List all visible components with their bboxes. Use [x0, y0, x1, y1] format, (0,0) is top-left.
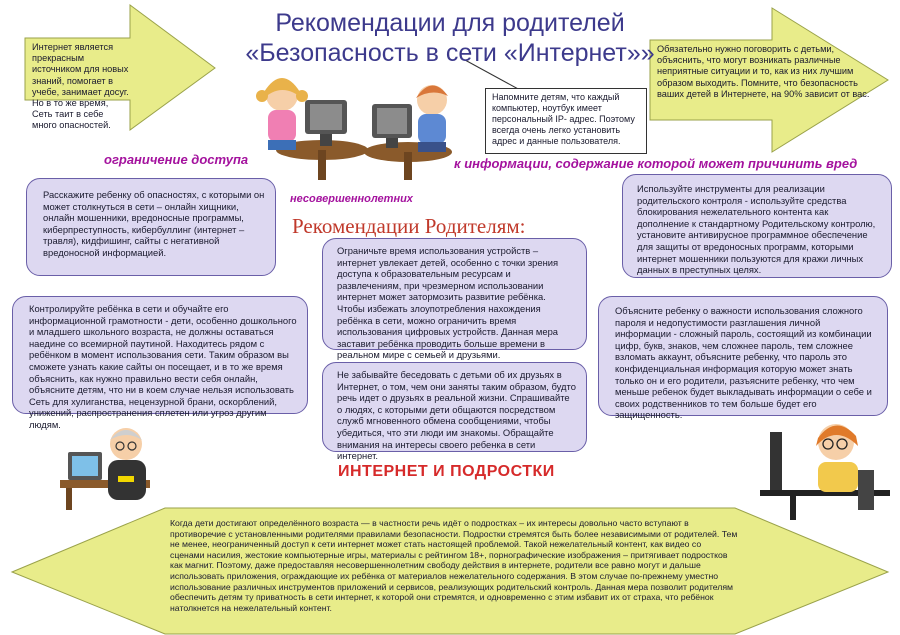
passwords-box: Объясните ребенку о важности использования сложного пароля и недопустимости разглашения личной информации - сложный пароль, состоящий из комбинации цифр, букв, знаков, чем сложнее пароль, тем сложнее взломать аккаунт, объясните ребенку, что пароль это конфиденциальная информация которую может знать только он и его родители, разъясните ребенку, что чем меньше ребенок будет выкладывать информации о себе и своих родственников то тем больше будет его защищенность.: [598, 296, 888, 416]
restriction-part-3: к информации, содержание которой может причинить вред: [454, 156, 858, 171]
parental-control-box: Используйте инструменты для реализации родительского контроля - используйте средства блокирования нежелательного контента как дополнение к стандартному Родительскому контролю, установите антивирусное программное обеспечение для защиты от вредоносных программ, которыми интернет мошенники пользуются для кражи личных данных в преступных целях.: [622, 174, 892, 278]
time-limit-box: Ограничьте время использования устройств – интернет увлекает детей, особенно с точки зрения доступа к образовательным ресурсам и развлечениям, при чрезмерном использовании интернет может затормозить развитие ребёнка. Чтобы избежать злоупотребления нахождения ребёнка в сети, можно ограничить время использования цифровых устройств. Данная мера заставит ребёнка проводить больше времени в реальном мире с семьей и друзьями.: [322, 238, 587, 350]
restriction-part-1: ограничение доступа: [104, 152, 249, 167]
title-line-1: Рекомендации для родителей: [275, 9, 625, 37]
boy-with-glasses-at-computer-icon: [760, 424, 890, 520]
teens-text: Когда дети достигают определённого возраста — в частности речь идёт о подростках – их интересы довольно часто вступают в противоречие с установленными родителями правилами безопасности. Подростки стремятся быть более независимыми от родителей. Тем не менее, неограниченный доступ к сети интернет может стать настоящей проблемой. Такой нежелательный контент, как видео со сценами насилия, жестокие компьютерные игры, материалы с рейтингом 18+, порнографические изображения – притягивает подростков как магнит. Поэтому, даже предоставляя несовершеннолетним свободу действия в интернете, родители все равно могут и дальше использовать приложения, ограждающие их ребёнка от материалов нежелательного содержания. В этом случае по-прежнему уместно использование различных инструментов приложений и сервисов, реализующих родительский контроль. Данная мера позволит родителям обеспечить детям ту приватность в сети интернет, к которой они стремятся, и одновременно с этим избавит их от страха, что ребёнок натолкнется на нежелательный контент.: [170, 518, 738, 613]
control-literacy-box: Контролируйте ребёнка в сети и обучайте его информационной грамотности - дети, особенно дошкольного и младшего школьного возраста, не должны оставаться наедине со всемирной паутиной. Находитесь рядом с ребёнком в момент использования сети. Таким образом вы сможете узнать какие сайты он посещает, и в то же время объяснить, как нужно правильно вести себя онлайн, объясните детям, что ни в коем случае нельзя использовать Сеть для хулиганства, нецензурной брани, оскорблений, унижений, распространения сплетен или угроз другим людям.: [12, 296, 308, 414]
title-line-2: «Безопасность в сети «Интернет»»: [245, 39, 655, 67]
ip-address-note: Напомните детям, что каждый компьютер, ноутбук имеет персональный IP- адрес. Поэтому всегда очень легко установить адрес и данные пользователя.: [485, 88, 647, 154]
teens-heading: ИНТЕРНЕТ И ПОДРОСТКИ: [338, 463, 555, 480]
recommendations-subheading: Рекомендации Родителям:: [292, 214, 526, 238]
left-arrow-text: Интернет является прекрасным источником для новых знаний, помогает в учебе, занимает досуг. Но в то же время, Сеть таит в себе много опасностей.: [32, 42, 129, 131]
dangers-box: Расскажите ребенку об опасностях, с которыми он может столкнуться в сети – онлайн хищники, онлайн мошенники, вредоносные программы, киберпреступность, кибербуллинг (интернет – травля), кидфишинг, сайты с негативной вредоносной информацией.: [26, 178, 276, 276]
restriction-part-2: несовершеннолетних: [290, 193, 413, 205]
online-friends-box: Не забывайте беседовать с детьми об их друзьях в Интернет, о том, чем они заняты таким образом, будто речь идет о друзьях в реальной жизни. Спрашивайте о людях, с которыми дети общаются посредством служб мгновенного обмена сообщениями, чтобы убедиться, что эти люди им знакомы. Обращайте внимания на интересы своего ребенка в сети интернет.: [322, 362, 587, 452]
right-arrow-text: Обязательно нужно поговорить с детьми, объяснить, что могут возникать различные неприятные ситуации и то, как из них лучшим образом выходить. Помните, что безопасность ваших детей в Интернете, на 90% зависит от вас.: [657, 44, 870, 99]
